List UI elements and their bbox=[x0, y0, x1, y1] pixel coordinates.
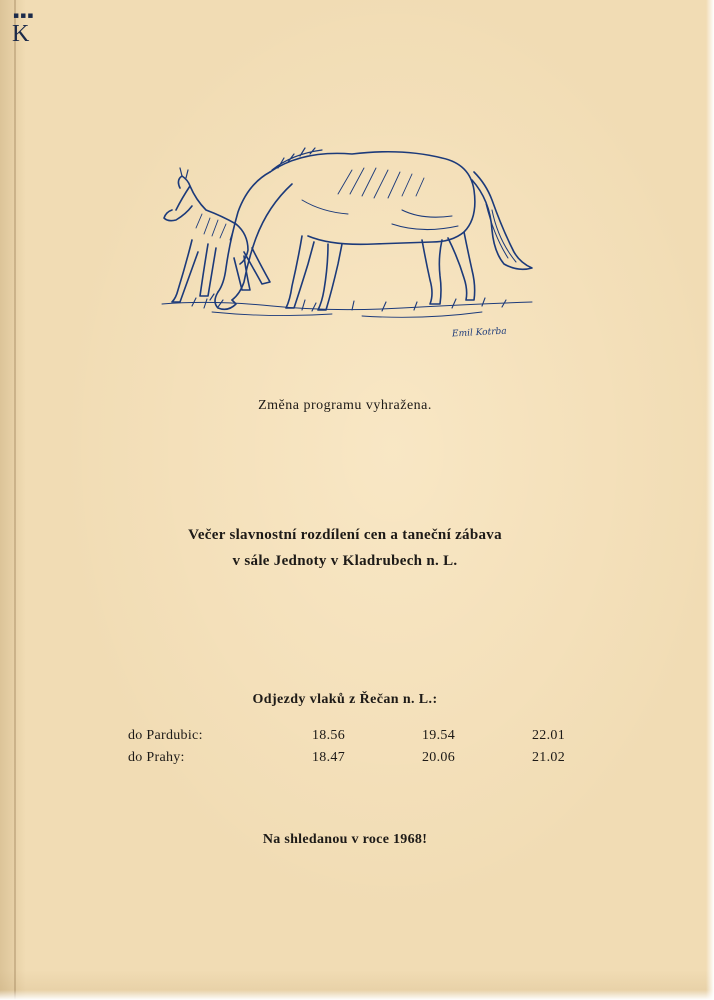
evening-event-announcement bbox=[0, 522, 690, 574]
page-fold bbox=[14, 0, 16, 1000]
page-edge-right bbox=[706, 0, 714, 1000]
mare-and-foal-drawing-icon bbox=[152, 140, 542, 350]
timetable-time: 21.02 bbox=[532, 750, 565, 765]
corner-k-mark bbox=[12, 11, 35, 47]
farewell-line: Na shledanou v roce 1968! bbox=[262, 832, 428, 847]
timetable-destination: do Prahy: bbox=[128, 750, 185, 765]
timetable-time: 22.01 bbox=[532, 728, 565, 743]
timetable-time: 20.06 bbox=[422, 750, 455, 765]
train-departures-title: Odjezdy vlaků z Řečan n. L.: bbox=[252, 692, 438, 707]
corner-dots: ▪▪▪ bbox=[13, 11, 35, 21]
timetable-time: 18.56 bbox=[312, 728, 345, 743]
timetable-time: 18.47 bbox=[312, 750, 345, 765]
event-line-2: v sále Jednoty v Kladrubech n. L. bbox=[232, 553, 458, 569]
timetable-time: 19.54 bbox=[422, 728, 455, 743]
timetable-row-praha bbox=[128, 750, 578, 772]
timetable-row-pardubice bbox=[128, 728, 578, 750]
timetable-destination: do Pardubic: bbox=[128, 728, 203, 743]
program-change-notice: Změna programu vyhražena. bbox=[258, 398, 432, 413]
artist-signature-text: Emil Kotrba bbox=[451, 326, 507, 340]
page-edge-bottom bbox=[0, 990, 714, 1000]
train-timetable bbox=[128, 728, 578, 772]
event-line-1: Večer slavnostní rozdílení cen a taneční zábava bbox=[188, 527, 502, 543]
mare-and-foal-illustration bbox=[152, 140, 542, 350]
corner-letter: K bbox=[12, 21, 30, 47]
